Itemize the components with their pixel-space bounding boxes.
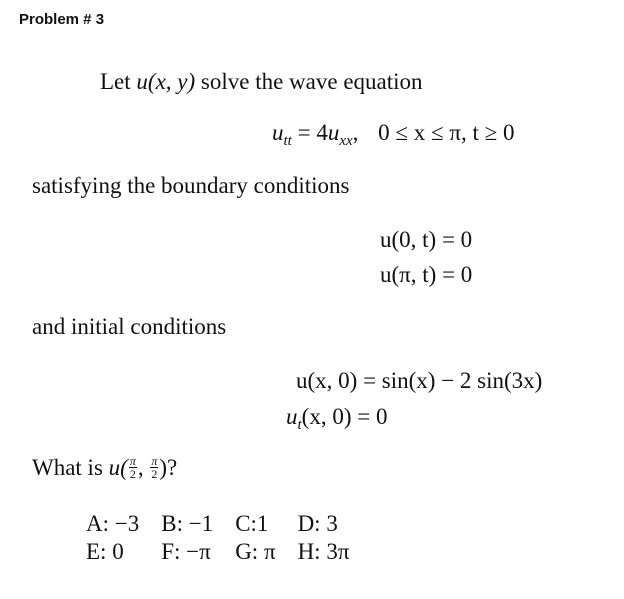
ic-intro: and initial conditions <box>32 314 227 339</box>
pde-lhs-sub: tt <box>283 133 292 149</box>
pde-rhs-sub: xx <box>339 133 353 149</box>
ic2-sub: t <box>297 417 302 433</box>
question-func: u( <box>108 455 128 480</box>
fraction-y-num: π <box>151 454 158 469</box>
fraction-x <box>129 455 137 480</box>
fraction-x-den: 2 <box>129 467 136 482</box>
choice-row <box>86 511 371 539</box>
choice-h[interactable]: H: 3π <box>297 539 350 564</box>
choice-row <box>86 539 371 567</box>
bc-intro: satisfying the boundary conditions <box>32 173 350 198</box>
choice-c[interactable]: C:1 <box>235 511 269 536</box>
ic2-func: u <box>286 404 298 429</box>
wave-equation: $u_{tt} = 4u_{xx}$, 0 ≤ x ≤ π, t ≥ 0 <box>272 120 515 149</box>
intro-line <box>100 69 423 95</box>
boundary-condition-2: u(π, t) = 0 <box>380 262 473 287</box>
intro-text: Let <box>100 69 131 94</box>
choice-f[interactable]: F: −π <box>161 539 211 564</box>
fraction-y-den: 2 <box>151 467 158 482</box>
question-suffix: )? <box>159 455 178 480</box>
choice-d[interactable]: D: 3 <box>297 511 338 536</box>
intro-function: u(x, y) <box>136 69 196 94</box>
pde-rhs: u <box>327 120 340 145</box>
problem-label: Problem # 3 <box>19 11 105 28</box>
fraction-x-num: π <box>129 454 136 469</box>
intro-rest: solve the wave equation <box>200 69 423 94</box>
pde-domain: 0 ≤ x ≤ π, t ≥ 0 <box>378 120 515 145</box>
choice-a[interactable]: A: −3 <box>86 511 140 536</box>
answer-choices <box>86 511 371 567</box>
fraction-y <box>150 455 158 480</box>
pde-mid: = 4 <box>291 120 328 145</box>
choice-e[interactable]: E: 0 <box>86 539 124 564</box>
pde-lhs: u <box>272 120 284 145</box>
choice-g[interactable]: G: π <box>235 539 276 564</box>
question-sep: , <box>137 455 150 480</box>
choice-b[interactable]: B: −1 <box>161 511 214 536</box>
boundary-condition-1: u(0, t) = 0 <box>380 227 473 252</box>
question-prefix: What is <box>32 455 109 480</box>
ic2-rest: (x, 0) = 0 <box>301 404 388 429</box>
initial-condition-2 <box>286 404 388 433</box>
initial-condition-1: u(x, 0) = sin(x) − 2 sin(3x) <box>296 368 543 393</box>
question <box>32 455 177 482</box>
